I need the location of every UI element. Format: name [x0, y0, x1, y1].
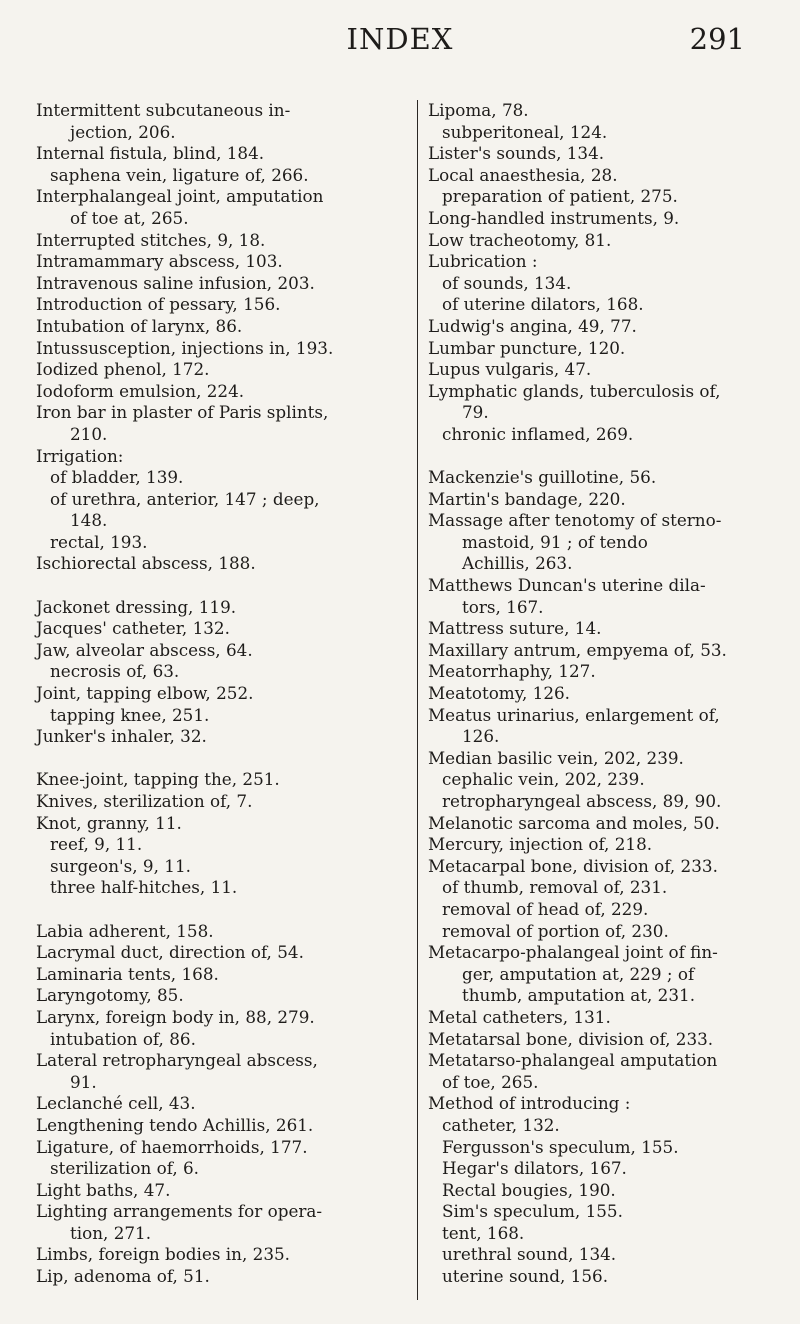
index-entry: cephalic vein, 202, 239.	[442, 769, 645, 790]
index-entry: Metacarpo-phalangeal joint of fin-	[428, 942, 718, 963]
index-entry: Massage after tenotomy of sterno-	[428, 510, 722, 531]
index-entry: Irrigation:	[36, 445, 124, 466]
index-entry: mastoid, 91 ; of tendo	[462, 531, 648, 552]
page-header	[0, 22, 800, 62]
index-entry: Ischiorectal abscess, 188.	[36, 553, 256, 574]
index-entry: Laminaria tents, 168.	[36, 963, 219, 984]
index-entry: Lateral retropharyngeal abscess,	[36, 1050, 318, 1071]
index-entry: Laryngotomy, 85.	[36, 985, 184, 1006]
index-entry: tors, 167.	[462, 596, 544, 617]
index-entry: Intubation of larynx, 86.	[36, 315, 243, 336]
index-entry: Lighting arrangements for opera-	[36, 1201, 323, 1222]
index-entry: uterine sound, 156.	[442, 1266, 609, 1287]
index-entry: Knee-joint, tapping the, 251.	[36, 769, 280, 790]
index-entry: Martin's bandage, 220.	[428, 488, 626, 509]
index-entry: Limbs, foreign bodies in, 235.	[36, 1244, 291, 1265]
index-entry: tapping knee, 251.	[50, 704, 210, 725]
index-entry: Iodized phenol, 172.	[36, 359, 210, 380]
index-entry: Lubrication :	[428, 251, 538, 272]
index-column-left	[36, 100, 408, 1288]
index-entry: Metacarpal bone, division of, 233.	[428, 855, 718, 876]
index-entry: Lip, adenoma of, 51.	[36, 1266, 210, 1287]
index-entry: chronic inflamed, 269.	[442, 423, 634, 444]
index-entry: Median basilic vein, 202, 239.	[428, 747, 684, 768]
index-entry: catheter, 132.	[442, 1114, 560, 1135]
index-entry: surgeon's, 9, 11.	[50, 855, 191, 876]
index-entry: Internal fistula, blind, 184.	[36, 143, 265, 164]
index-entry: Hegar's dilators, 167.	[442, 1158, 627, 1179]
index-entry: Joint, tapping elbow, 252.	[36, 683, 254, 704]
index-entry: thumb, amputation at, 231.	[462, 985, 696, 1006]
index-entry: Interphalangeal joint, amputation	[36, 186, 324, 207]
index-entry: Intramammary abscess, 103.	[36, 251, 283, 272]
index-entry: 79.	[462, 402, 489, 423]
index-entry: saphena vein, ligature of, 266.	[50, 164, 309, 185]
index-entry: Metal catheters, 131.	[428, 1006, 611, 1027]
index-entry: Meatotomy, 126.	[428, 683, 571, 704]
index-entry: jection, 206.	[70, 121, 176, 142]
index-entry: Meatus urinarius, enlargement of,	[428, 704, 720, 725]
index-entry: reef, 9, 11.	[50, 834, 143, 855]
index-entry: Mackenzie's guillotine, 56.	[428, 467, 657, 488]
index-entry: intubation of, 86.	[50, 1028, 196, 1049]
index-entry: ger, amputation at, 229 ; of	[462, 963, 695, 984]
index-entry: Local anaesthesia, 28.	[428, 164, 618, 185]
index-entry: Jacques' catheter, 132.	[36, 618, 230, 639]
page-number: 291	[689, 22, 745, 56]
index-entry: rectal, 193.	[50, 531, 148, 552]
index-entry: Achillis, 263.	[462, 553, 573, 574]
index-entry: of bladder, 139.	[50, 467, 184, 488]
index-entry: urethral sound, 134.	[442, 1244, 617, 1265]
index-entry: three half-hitches, 11.	[50, 877, 238, 898]
index-entry: Lipoma, 78.	[428, 100, 529, 120]
index-entry: Labia adherent, 158.	[36, 920, 214, 941]
index-entry: of thumb, removal of, 231.	[442, 877, 668, 898]
index-entry: Leclanché cell, 43.	[36, 1093, 196, 1114]
index-entry: Lacrymal duct, direction of, 54.	[36, 942, 304, 963]
index-entry: removal of head of, 229.	[442, 898, 649, 919]
index-entry: Matthews Duncan's uterine dila-	[428, 575, 706, 596]
index-entry: Light baths, 47.	[36, 1179, 171, 1200]
index-entry: Intravenous saline infusion, 203.	[36, 272, 315, 293]
index-entry: Metatarso-phalangeal amputation	[428, 1050, 718, 1071]
index-column-right	[417, 100, 784, 1300]
index-entry: Ludwig's angina, 49, 77.	[428, 315, 637, 336]
index-entry: Intermittent subcutaneous in-	[36, 100, 291, 120]
index-entry: of uterine dilators, 168.	[442, 294, 644, 315]
index-entry: Fergusson's speculum, 155.	[442, 1136, 679, 1157]
index-entry: Jaw, alveolar abscess, 64.	[36, 639, 253, 660]
index-entry: Interrupted stitches, 9, 18.	[36, 229, 266, 250]
index-entry: Jackonet dressing, 119.	[36, 596, 237, 617]
page-title: INDEX	[346, 22, 454, 56]
index-entry: preparation of patient, 275.	[442, 186, 678, 207]
index-entry: Lister's sounds, 134.	[428, 143, 605, 164]
index-entry: Rectal bougies, 190.	[442, 1179, 616, 1200]
index-entry: removal of portion of, 230.	[442, 920, 669, 941]
index-entry: Larynx, foreign body in, 88, 279.	[36, 1006, 315, 1027]
index-entry: 148.	[70, 510, 108, 531]
index-entry: of urethra, anterior, 147 ; deep,	[50, 488, 320, 509]
index-entry: Iodoform emulsion, 224.	[36, 380, 245, 401]
section-gap	[36, 748, 408, 770]
index-entry: Lumbar puncture, 120.	[428, 337, 626, 358]
index-entry: Intussusception, injections in, 193.	[36, 337, 334, 358]
section-gap	[36, 899, 408, 921]
index-entry: Knot, granny, 11.	[36, 812, 182, 833]
index-entry: 126.	[462, 726, 500, 747]
index-entry: retropharyngeal abscess, 89, 90.	[442, 791, 722, 811]
index-entry: tent, 168.	[442, 1222, 525, 1243]
index-entry: Knives, sterilization of, 7.	[36, 791, 253, 811]
index-entry: Mercury, injection of, 218.	[428, 834, 653, 855]
index-entry: tion, 271.	[70, 1222, 152, 1243]
index-entry: of toe at, 265.	[70, 207, 189, 228]
index-entry: Sim's speculum, 155.	[442, 1201, 623, 1222]
index-entry: Metatarsal bone, division of, 233.	[428, 1028, 714, 1049]
index-entry: Introduction of pessary, 156.	[36, 294, 281, 315]
index-entry: Method of introducing :	[428, 1093, 631, 1114]
index-entry: 210.	[70, 423, 108, 444]
index-entry: Ligature, of haemorrhoids, 177.	[36, 1136, 308, 1157]
index-entry: Junker's inhaler, 32.	[36, 726, 207, 747]
index-entry: necrosis of, 63.	[50, 661, 180, 682]
section-gap	[36, 575, 408, 597]
index-entry: Lengthening tendo Achillis, 261.	[36, 1114, 314, 1135]
index-entry: of sounds, 134.	[442, 272, 572, 293]
index-entry: Mattress suture, 14.	[428, 618, 602, 639]
section-gap	[428, 446, 784, 468]
index-entry: Meatorrhaphy, 127.	[428, 661, 596, 682]
index-entry: 91.	[70, 1071, 97, 1092]
index-entry: Lupus vulgaris, 47.	[428, 359, 592, 380]
index-entry: subperitoneal, 124.	[442, 121, 608, 142]
index-entry: Long-handled instruments, 9.	[428, 207, 680, 228]
index-entry: Maxillary antrum, empyema of, 53.	[428, 639, 727, 660]
index-entry: Iron bar in plaster of Paris splints,	[36, 402, 329, 423]
index-entry: Melanotic sarcoma and moles, 50.	[428, 812, 720, 833]
index-entry: Low tracheotomy, 81.	[428, 229, 612, 250]
index-entry: sterilization of, 6.	[50, 1158, 200, 1179]
index-entry: of toe, 265.	[442, 1071, 539, 1092]
index-entry: Lymphatic glands, tuberculosis of,	[428, 380, 721, 401]
